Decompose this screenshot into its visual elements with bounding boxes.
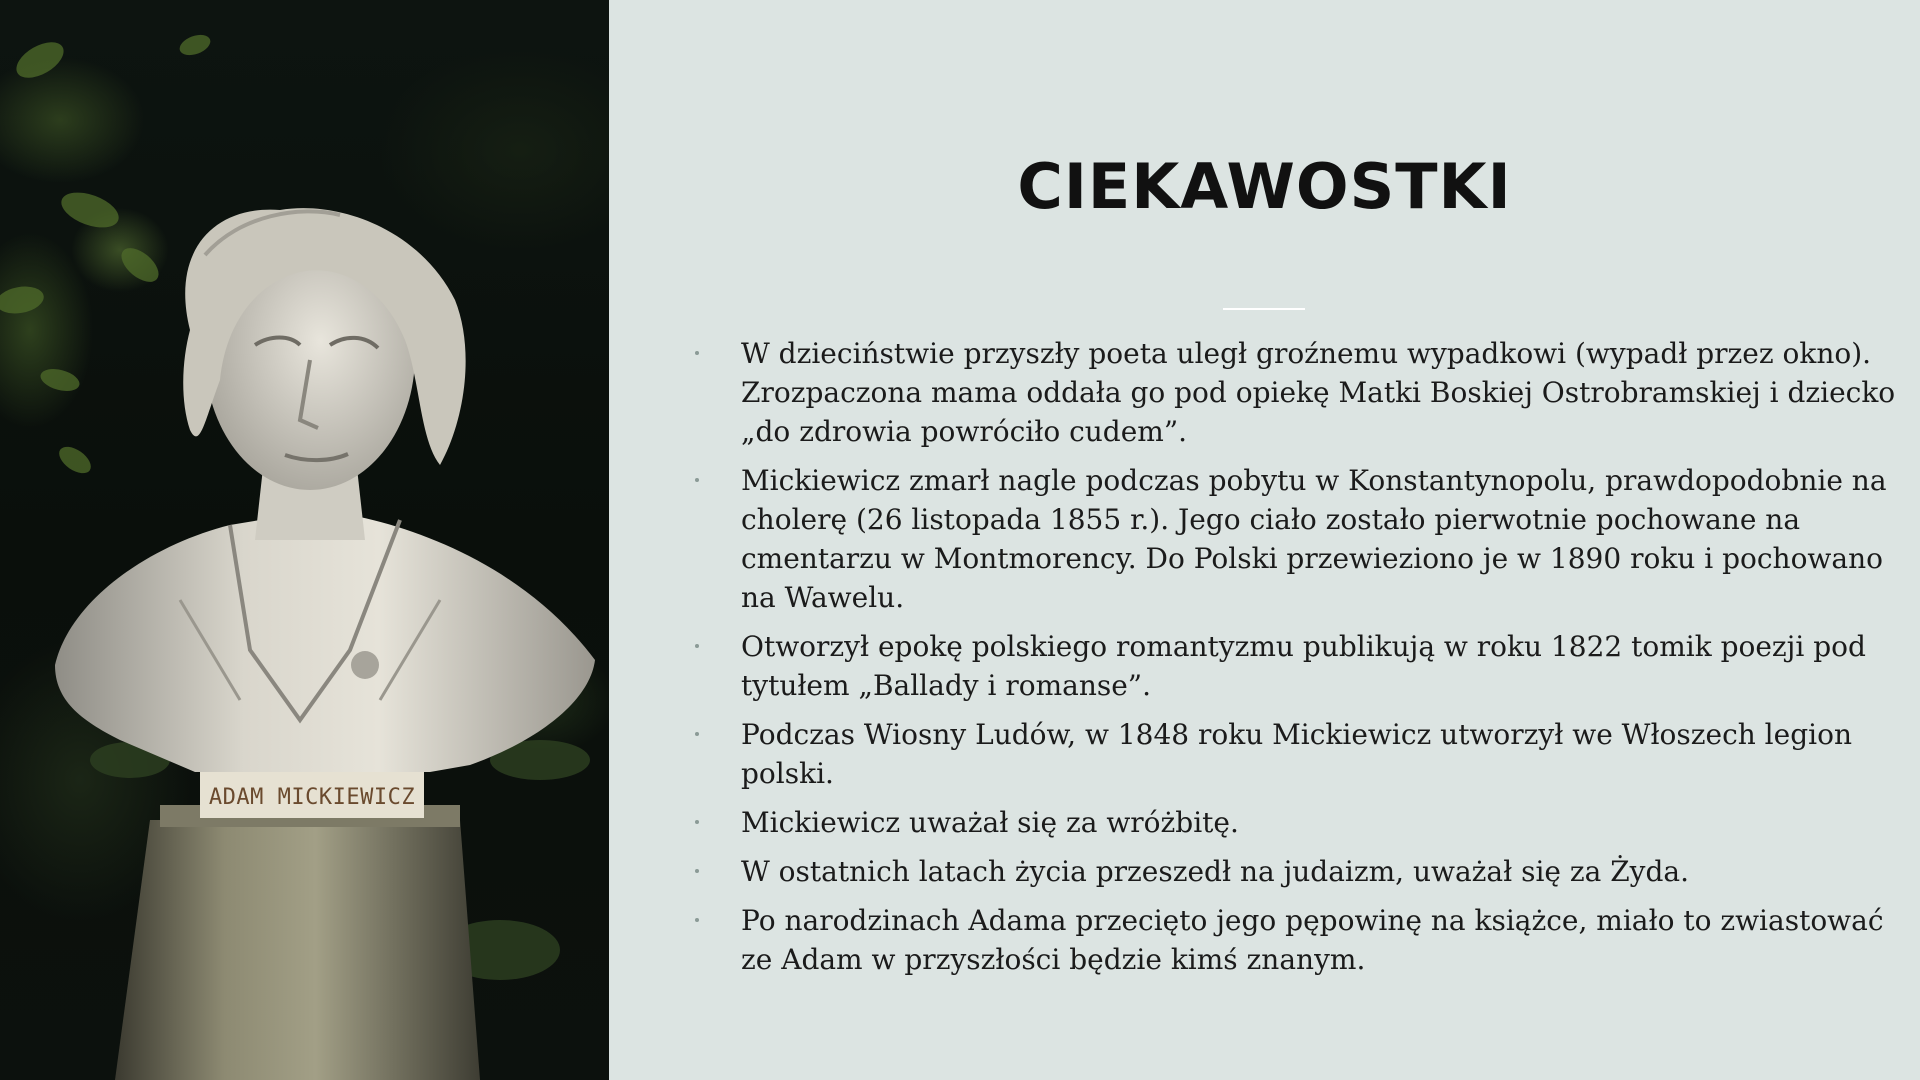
bust-illustration [0,0,609,1080]
bullet-dot-icon [695,820,699,824]
list-item-text: Mickiewicz uważał się za wróżbitę. [741,806,1239,839]
facts-list [685,334,1905,989]
bullet-dot-icon [695,478,699,482]
bullet-dot-icon [695,918,699,922]
list-item [685,715,1905,793]
content-panel [609,0,1920,1080]
title-divider [1223,308,1305,310]
list-item-text: Mickiewicz zmarł nagle podczas pobytu w Konstantynopolu, prawdopodobnie na cholerę (26 listopada 1855 r.). Jego ciało zostało pierwotnie pochowane na cmentarzu w Montmorency. Do Polski przewieziono je w 1890 roku i pochowano na Wawelu. [741,464,1887,614]
list-item [685,627,1905,705]
bullet-dot-icon [695,869,699,873]
list-item-text: W dzieciństwie przyszły poeta uległ groźnemu wypadkowi (wypadł przez okno). Zrozpaczona mama oddała go pod opiekę Matki Boskiej Ostrobramskiej i dziecko „do zdrowia powróciło cudem”. [741,337,1896,448]
list-item-text: Podczas Wiosny Ludów, w 1848 roku Mickiewicz utworzył we Włoszech legion polski. [741,718,1852,790]
bullet-dot-icon [695,351,699,355]
list-item [685,901,1905,979]
list-item [685,461,1905,617]
bullet-dot-icon [695,732,699,736]
bullet-dot-icon [695,644,699,648]
bust-photo [0,0,609,1080]
plaque-inscription: ADAM MICKIEWICZ [208,785,416,810]
list-item [685,852,1905,891]
slide-title: CIEKAWOSTKI [1017,150,1512,223]
list-item-text: W ostatnich latach życia przeszedł na judaizm, uważał się za Żyda. [741,855,1690,888]
list-item-text: Otworzył epokę polskiego romantyzmu publikują w roku 1822 tomik poezji pod tytułem „Ballady i romanse”. [741,630,1866,702]
list-item [685,803,1905,842]
list-item-text: Po narodzinach Adama przecięto jego pępowinę na książce, miało to zwiastować ze Adam w przyszłości będzie kimś znanym. [741,904,1884,976]
list-item [685,334,1905,451]
